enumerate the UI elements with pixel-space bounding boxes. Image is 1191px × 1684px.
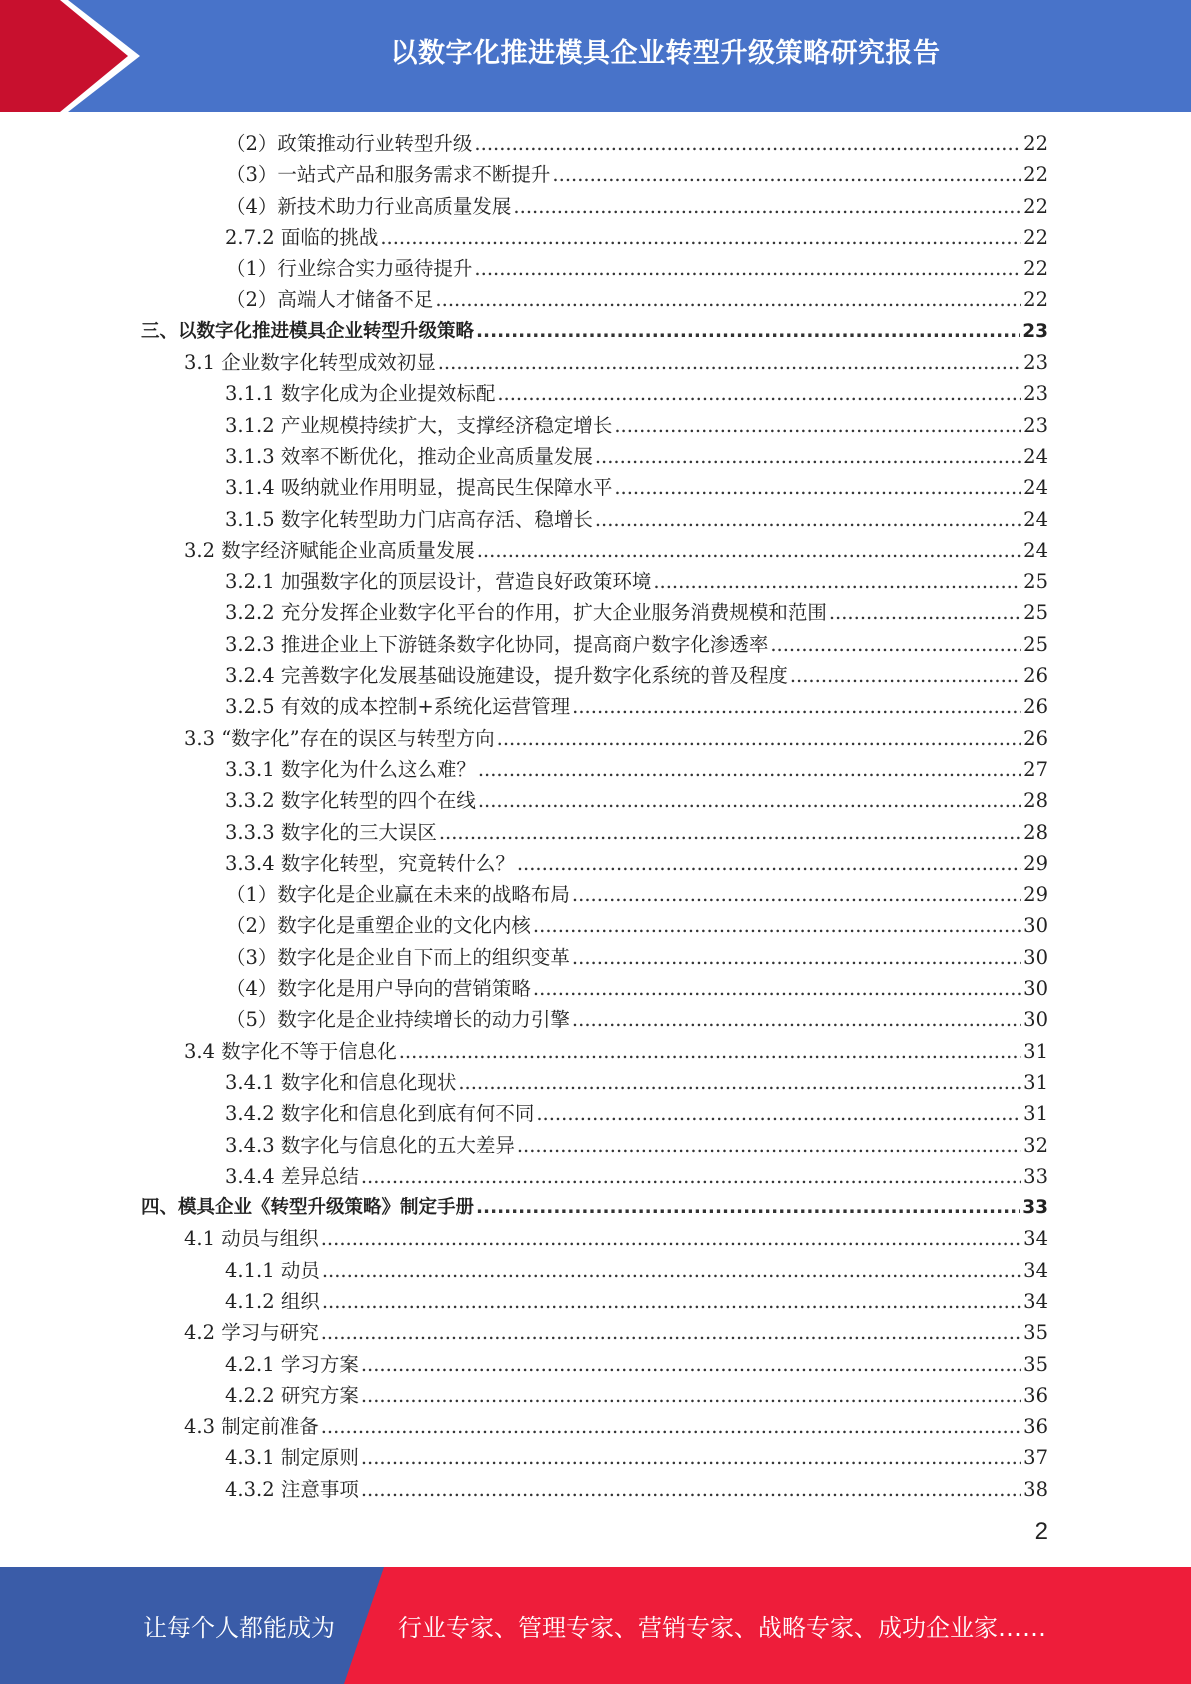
toc-entry-page: 24	[1023, 444, 1048, 468]
toc-entry-page: 23	[1023, 351, 1048, 375]
toc-entry[interactable]	[0, 1067, 1191, 1098]
toc-entry-page: 38	[1023, 1477, 1048, 1501]
toc-leader-dots	[614, 472, 1021, 503]
toc-entry[interactable]	[0, 1036, 1191, 1067]
footer-slogan-right: 行业专家、管理专家、营销专家、战略专家、成功企业家……	[398, 1614, 1046, 1642]
toc-entry-label: 4.1.2 组织	[225, 1289, 320, 1313]
toc-entry[interactable]	[0, 1004, 1191, 1035]
toc-leader-dots	[614, 410, 1021, 441]
toc-entry-label: 3.1.2 产业规模持续扩大，支撑经济稳定增长	[225, 413, 613, 437]
toc-entry-page: 22	[1023, 132, 1048, 155]
toc-entry-label: （4）新技术助力行业高质量发展	[226, 194, 512, 218]
toc-leader-dots	[478, 754, 1021, 785]
toc-leader-dots	[361, 1380, 1021, 1411]
toc-leader-dots	[439, 817, 1021, 848]
toc-entry-page: 35	[1023, 1321, 1048, 1345]
toc-entry-label: 3.1.5 数字化转型助力门店高存活、稳增长	[225, 507, 593, 531]
toc-entry-label: 3.1.4 吸纳就业作用明显，提高民生保障水平	[225, 476, 613, 500]
toc-entry-label: 3.2.2 充分发挥企业数字化平台的作用，扩大企业服务消费规模和范围	[225, 601, 827, 625]
toc-leader-dots	[477, 535, 1021, 566]
toc-entry[interactable]	[0, 754, 1191, 785]
toc-entry[interactable]	[0, 660, 1191, 691]
toc-entry-page: 36	[1023, 1383, 1048, 1407]
toc-entry[interactable]	[0, 128, 1191, 159]
toc-entry-page: 22	[1023, 288, 1048, 312]
toc-entry[interactable]	[0, 1442, 1191, 1473]
toc-entry-label: 3.2.4 完善数字化发展基础设施建设，提升数字化系统的普及程度	[225, 664, 788, 688]
toc-entry-page: 23	[1022, 320, 1048, 342]
toc-leader-dots	[572, 942, 1021, 973]
toc-entry-page: 31	[1023, 1039, 1048, 1063]
header-arrow-decoration	[0, 0, 160, 112]
toc-leader-dots	[653, 566, 1021, 597]
toc-entry-page: 30	[1023, 914, 1048, 938]
toc-entry-page: 30	[1023, 945, 1048, 969]
toc-leader-dots	[435, 284, 1021, 315]
toc-entry-page: 26	[1023, 695, 1048, 719]
toc-entry[interactable]	[0, 316, 1191, 347]
toc-entry[interactable]	[0, 378, 1191, 409]
toc-entry-page: 26	[1023, 664, 1048, 688]
toc-leader-dots	[478, 785, 1021, 816]
toc-leader-dots	[476, 316, 1020, 347]
toc-leader-dots	[361, 1161, 1021, 1192]
toc-entry-label: （2）政策推动行业转型升级	[226, 132, 473, 155]
toc-leader-dots	[513, 191, 1021, 222]
toc-leader-dots	[790, 660, 1021, 691]
toc-entry-label: （1）行业综合实力亟待提升	[226, 257, 473, 281]
toc-entry-label: （1）数字化是企业赢在未来的战略布局	[226, 883, 570, 907]
toc-entry-page: 29	[1023, 883, 1048, 907]
toc-entry[interactable]	[0, 535, 1191, 566]
toc-entry-label: 4.3 制定前准备	[184, 1415, 319, 1439]
toc-entry-page: 34	[1023, 1227, 1048, 1251]
toc-leader-dots	[361, 1474, 1021, 1505]
toc-entry-page: 37	[1023, 1446, 1048, 1470]
footer-slogan-left: 让每个人都能成为	[143, 1614, 335, 1642]
toc-entry-page: 23	[1023, 382, 1048, 406]
toc-entry[interactable]	[0, 1161, 1191, 1192]
toc-entry-label: 3.2.3 推进企业上下游链条数字化协同，提高商户数字化渗透率	[225, 632, 769, 656]
toc-leader-dots	[497, 723, 1022, 754]
toc-entry-page: 31	[1023, 1102, 1048, 1126]
toc-entry[interactable]	[0, 472, 1191, 503]
toc-entry-label: 3.4.3 数字化与信息化的五大差异	[225, 1133, 515, 1157]
toc-entry-label: 3.4 数字化不等于信息化	[184, 1039, 397, 1063]
toc-entry[interactable]	[0, 1286, 1191, 1317]
toc-leader-dots	[458, 1067, 1021, 1098]
toc-entry-page: 34	[1023, 1258, 1048, 1282]
toc-entry-label: 3.2 数字经济赋能企业高质量发展	[184, 538, 475, 562]
toc-leader-dots	[321, 1317, 1021, 1348]
toc-entry-page: 24	[1023, 476, 1048, 500]
toc-entry-label: 三、以数字化推进模具企业转型升级策略	[141, 320, 475, 342]
toc-entry-page: 30	[1023, 977, 1048, 1001]
toc-leader-dots	[321, 1223, 1021, 1254]
toc-entry[interactable]	[0, 723, 1191, 754]
page-number: 2	[1034, 1518, 1048, 1545]
toc-entry-label: （2）数字化是重塑企业的文化内核	[226, 914, 531, 938]
toc-entry[interactable]	[0, 410, 1191, 441]
toc-entry-page: 34	[1023, 1289, 1048, 1313]
toc-entry-page: 22	[1023, 194, 1048, 218]
toc-entry-label: 3.4.1 数字化和信息化现状	[225, 1070, 457, 1094]
toc-entry[interactable]	[0, 222, 1191, 253]
toc-entry[interactable]	[0, 1380, 1191, 1411]
toc-entry[interactable]	[0, 817, 1191, 848]
toc-leader-dots	[497, 378, 1021, 409]
toc-entry-page: 29	[1023, 851, 1048, 875]
toc-entry[interactable]	[0, 1411, 1191, 1442]
toc-entry-page: 25	[1023, 632, 1048, 656]
toc-entry-label: 4.3.1 制定原则	[225, 1446, 359, 1470]
toc-entry[interactable]	[0, 1098, 1191, 1129]
toc-leader-dots	[517, 1130, 1021, 1161]
toc-entry[interactable]	[0, 691, 1191, 722]
toc-entry-label: 4.2.2 研究方案	[225, 1383, 359, 1407]
toc-entry-page: 25	[1023, 570, 1048, 594]
toc-leader-dots	[517, 848, 1021, 879]
toc-entry[interactable]	[0, 191, 1191, 222]
toc-entry[interactable]	[0, 597, 1191, 628]
table-of-contents	[0, 128, 1191, 1505]
toc-entry-label: 3.3.2 数字化转型的四个在线	[225, 789, 476, 813]
toc-entry[interactable]	[0, 566, 1191, 597]
toc-leader-dots	[474, 253, 1021, 284]
toc-entry-page: 28	[1023, 820, 1048, 844]
page-header	[0, 0, 1191, 112]
toc-leader-dots	[533, 910, 1021, 941]
page-footer	[0, 1567, 1191, 1684]
toc-entry[interactable]	[0, 879, 1191, 910]
toc-entry-label: （2）高端人才储备不足	[226, 288, 434, 312]
toc-entry[interactable]	[0, 1255, 1191, 1286]
toc-leader-dots	[533, 973, 1021, 1004]
toc-entry-label: 3.2.1 加强数字化的顶层设计，营造良好政策环境	[225, 570, 652, 594]
toc-entry-page: 35	[1023, 1352, 1048, 1376]
toc-entry[interactable]	[0, 159, 1191, 190]
toc-entry-label: 3.3 “数字化”存在的误区与转型方向	[184, 726, 495, 750]
toc-entry-page: 23	[1023, 413, 1048, 437]
toc-entry[interactable]	[0, 629, 1191, 660]
toc-entry[interactable]	[0, 785, 1191, 816]
toc-entry-page: 36	[1023, 1415, 1048, 1439]
toc-entry-label: 4.3.2 注意事项	[225, 1477, 359, 1501]
toc-entry-page: 26	[1023, 726, 1048, 750]
toc-entry-label: （3）一站式产品和服务需求不断提升	[226, 163, 551, 187]
toc-entry-label: 4.1.1 动员	[225, 1258, 320, 1282]
toc-entry[interactable]	[0, 942, 1191, 973]
toc-leader-dots	[595, 504, 1021, 535]
toc-entry-page: 22	[1023, 163, 1048, 187]
toc-leader-dots	[572, 691, 1021, 722]
toc-entry-label: 3.4.4 差异总结	[225, 1164, 359, 1188]
toc-entry-page: 33	[1023, 1164, 1048, 1188]
toc-entry-label: （3）数字化是企业自下而上的组织变革	[226, 945, 570, 969]
toc-entry[interactable]	[0, 1223, 1191, 1254]
toc-entry[interactable]	[0, 284, 1191, 315]
toc-entry[interactable]	[0, 1192, 1191, 1223]
document-title: 以数字化推进模具企业转型升级策略研究报告	[390, 37, 941, 69]
toc-entry-page: 32	[1023, 1133, 1048, 1157]
toc-entry[interactable]	[0, 1349, 1191, 1380]
toc-leader-dots	[321, 1411, 1021, 1442]
toc-entry-page: 24	[1023, 507, 1048, 531]
toc-entry-label: （4）数字化是用户导向的营销策略	[226, 977, 531, 1001]
toc-entry-label: 3.3.4 数字化转型，究竟转什么？	[225, 851, 515, 875]
toc-entry-label: 3.4.2 数字化和信息化到底有何不同	[225, 1102, 535, 1126]
toc-entry[interactable]	[0, 253, 1191, 284]
toc-entry-label: 2.7.2 面临的挑战	[225, 225, 379, 249]
toc-leader-dots	[399, 1036, 1021, 1067]
toc-leader-dots	[361, 1349, 1021, 1380]
toc-entry-page: 25	[1023, 601, 1048, 625]
toc-entry-label: 3.1.1 数字化成为企业提效标配	[225, 382, 496, 406]
toc-entry-label: 3.2.5 有效的成本控制+系统化运营管理	[225, 695, 571, 719]
toc-leader-dots	[322, 1286, 1021, 1317]
toc-entry[interactable]	[0, 1317, 1191, 1348]
toc-entry-label: 4.2.1 学习方案	[225, 1352, 359, 1376]
toc-leader-dots	[380, 222, 1021, 253]
toc-leader-dots	[572, 879, 1021, 910]
toc-entry[interactable]	[0, 441, 1191, 472]
toc-entry-page: 24	[1023, 538, 1048, 562]
toc-entry[interactable]	[0, 347, 1191, 378]
toc-entry-page: 28	[1023, 789, 1048, 813]
toc-entry-page: 30	[1023, 1008, 1048, 1032]
toc-entry-label: （5）数字化是企业持续增长的动力引擎	[226, 1008, 570, 1032]
toc-entry-page: 31	[1023, 1070, 1048, 1094]
toc-entry-page: 22	[1023, 225, 1048, 249]
toc-entry-label: 3.1 企业数字化转型成效初显	[184, 351, 436, 375]
toc-leader-dots	[474, 128, 1021, 159]
toc-entry[interactable]	[0, 910, 1191, 941]
toc-leader-dots	[476, 1192, 1020, 1223]
toc-entry[interactable]	[0, 1474, 1191, 1505]
toc-entry-label: 四、模具企业《转型升级策略》制定手册	[141, 1197, 475, 1219]
toc-leader-dots	[829, 597, 1021, 628]
toc-leader-dots	[361, 1442, 1021, 1473]
toc-leader-dots	[536, 1098, 1021, 1129]
toc-entry-page: 27	[1023, 757, 1048, 781]
toc-entry[interactable]	[0, 848, 1191, 879]
toc-entry-label: 3.3.3 数字化的三大误区	[225, 820, 437, 844]
toc-entry-label: 3.1.3 效率不断优化，推动企业高质量发展	[225, 444, 593, 468]
toc-leader-dots	[438, 347, 1021, 378]
toc-leader-dots	[770, 629, 1021, 660]
toc-entry[interactable]	[0, 973, 1191, 1004]
toc-entry-page: 33	[1022, 1197, 1048, 1219]
toc-entry[interactable]	[0, 1130, 1191, 1161]
toc-leader-dots	[322, 1255, 1021, 1286]
toc-leader-dots	[595, 441, 1021, 472]
toc-leader-dots	[552, 159, 1021, 190]
toc-entry-page: 22	[1023, 257, 1048, 281]
toc-leader-dots	[572, 1004, 1021, 1035]
toc-entry-label: 4.1 动员与组织	[184, 1227, 319, 1251]
toc-entry[interactable]	[0, 504, 1191, 535]
toc-entry-label: 4.2 学习与研究	[184, 1321, 319, 1345]
toc-entry-label: 3.3.1 数字化为什么这么难？	[225, 757, 476, 781]
